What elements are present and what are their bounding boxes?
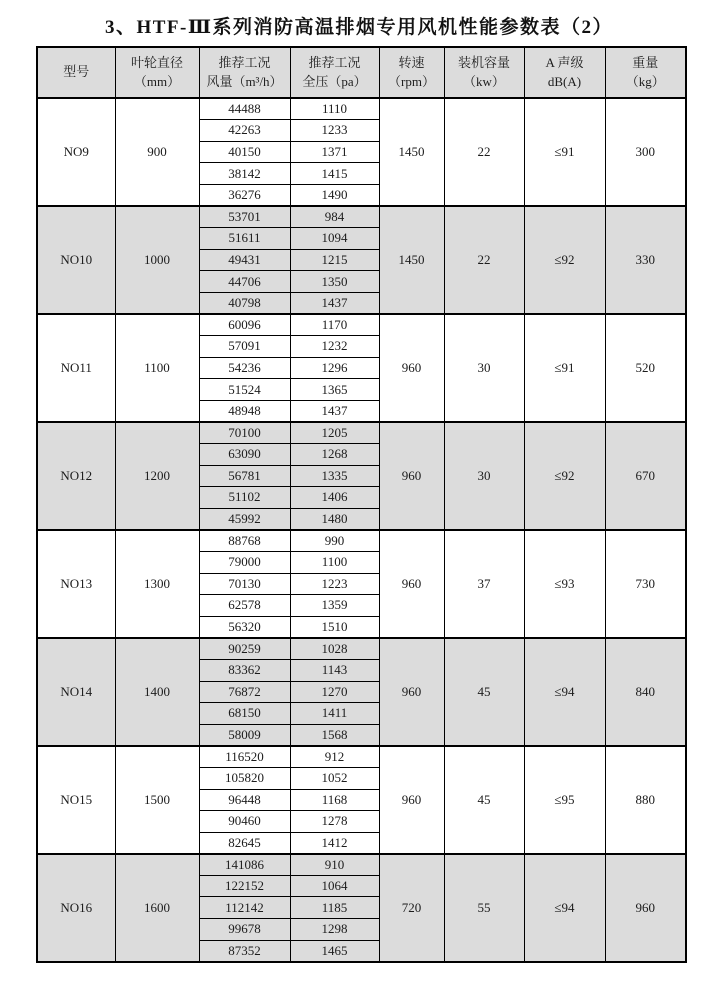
- noise-cell: ≤91: [524, 314, 605, 422]
- power-cell: 30: [444, 422, 524, 530]
- header-noise: A 声级 dB(A): [524, 47, 605, 98]
- pressure-cell: 1510: [290, 616, 379, 638]
- airflow-cell: 99678: [199, 919, 290, 941]
- pressure-cell: 1490: [290, 184, 379, 206]
- airflow-cell: 42263: [199, 120, 290, 142]
- power-cell: 45: [444, 746, 524, 854]
- page-title: 3、HTF-Ⅲ系列消防高温排烟专用风机性能参数表（2）: [104, 17, 614, 38]
- weight-cell: 670: [605, 422, 686, 530]
- diameter-cell: 1000: [115, 206, 199, 314]
- pressure-cell: 1278: [290, 811, 379, 833]
- noise-cell: ≤92: [524, 206, 605, 314]
- airflow-cell: 105820: [199, 767, 290, 789]
- model-cell: NO13: [37, 530, 115, 638]
- airflow-cell: 44706: [199, 271, 290, 293]
- header-airflow: 推荐工况 风量（m³/h）: [199, 47, 290, 98]
- header-diameter: 叶轮直径 （mm）: [115, 47, 199, 98]
- rpm-cell: 960: [379, 638, 444, 746]
- diameter-cell: 900: [115, 98, 199, 206]
- table-row: [37, 422, 686, 444]
- airflow-cell: 96448: [199, 789, 290, 811]
- pressure-cell: 990: [290, 530, 379, 552]
- pressure-cell: 1335: [290, 465, 379, 487]
- airflow-cell: 87352: [199, 940, 290, 962]
- airflow-cell: 38142: [199, 163, 290, 185]
- diameter-cell: 1500: [115, 746, 199, 854]
- model-cell: NO12: [37, 422, 115, 530]
- pressure-cell: 1215: [290, 249, 379, 271]
- pressure-cell: 1232: [290, 336, 379, 358]
- airflow-cell: 79000: [199, 551, 290, 573]
- pressure-cell: 1568: [290, 724, 379, 746]
- pressure-cell: 1110: [290, 98, 379, 120]
- pressure-cell: 1437: [290, 292, 379, 314]
- airflow-cell: 76872: [199, 681, 290, 703]
- rpm-cell: 720: [379, 854, 444, 962]
- power-cell: 45: [444, 638, 524, 746]
- pressure-cell: 1296: [290, 357, 379, 379]
- header-weight: 重量 （kg）: [605, 47, 686, 98]
- table-row: [37, 206, 686, 228]
- model-cell: NO14: [37, 638, 115, 746]
- noise-cell: ≤93: [524, 530, 605, 638]
- pressure-cell: 1406: [290, 487, 379, 509]
- pressure-cell: 1233: [290, 120, 379, 142]
- noise-cell: ≤94: [524, 854, 605, 962]
- airflow-cell: 36276: [199, 184, 290, 206]
- airflow-cell: 40798: [199, 292, 290, 314]
- airflow-cell: 116520: [199, 746, 290, 768]
- pressure-cell: 984: [290, 206, 379, 228]
- airflow-cell: 112142: [199, 897, 290, 919]
- airflow-cell: 45992: [199, 508, 290, 530]
- airflow-cell: 57091: [199, 336, 290, 358]
- rpm-cell: 1450: [379, 98, 444, 206]
- pressure-cell: 1185: [290, 897, 379, 919]
- pressure-cell: 1143: [290, 659, 379, 681]
- airflow-cell: 90460: [199, 811, 290, 833]
- model-cell: NO11: [37, 314, 115, 422]
- airflow-cell: 54236: [199, 357, 290, 379]
- airflow-cell: 70130: [199, 573, 290, 595]
- rpm-cell: 1450: [379, 206, 444, 314]
- power-cell: 22: [444, 206, 524, 314]
- weight-cell: 300: [605, 98, 686, 206]
- pressure-cell: 1094: [290, 228, 379, 250]
- airflow-cell: 56781: [199, 465, 290, 487]
- pressure-cell: 1350: [290, 271, 379, 293]
- airflow-cell: 60096: [199, 314, 290, 336]
- table-row: [37, 854, 686, 876]
- noise-cell: ≤91: [524, 98, 605, 206]
- diameter-cell: 1300: [115, 530, 199, 638]
- header-model: [37, 47, 115, 98]
- airflow-cell: 53701: [199, 206, 290, 228]
- weight-cell: 330: [605, 206, 686, 314]
- rpm-cell: 960: [379, 314, 444, 422]
- airflow-cell: 44488: [199, 98, 290, 120]
- airflow-cell: 83362: [199, 659, 290, 681]
- pressure-cell: 1371: [290, 141, 379, 163]
- airflow-cell: 82645: [199, 832, 290, 854]
- model-cell: NO10: [37, 206, 115, 314]
- airflow-cell: 88768: [199, 530, 290, 552]
- airflow-cell: 62578: [199, 595, 290, 617]
- noise-cell: ≤94: [524, 638, 605, 746]
- pressure-cell: 1168: [290, 789, 379, 811]
- weight-cell: 960: [605, 854, 686, 962]
- power-cell: 55: [444, 854, 524, 962]
- diameter-cell: 1400: [115, 638, 199, 746]
- rpm-cell: 960: [379, 746, 444, 854]
- model-cell: NO9: [37, 98, 115, 206]
- airflow-cell: 49431: [199, 249, 290, 271]
- pressure-cell: 1412: [290, 832, 379, 854]
- pressure-cell: 1223: [290, 573, 379, 595]
- pressure-cell: 1205: [290, 422, 379, 444]
- pressure-cell: 910: [290, 854, 379, 876]
- airflow-cell: 70100: [199, 422, 290, 444]
- pressure-cell: 1100: [290, 551, 379, 573]
- power-cell: 22: [444, 98, 524, 206]
- noise-cell: ≤92: [524, 422, 605, 530]
- pressure-cell: 1365: [290, 379, 379, 401]
- pressure-cell: 1268: [290, 444, 379, 466]
- model-cell: NO15: [37, 746, 115, 854]
- pressure-cell: 1411: [290, 703, 379, 725]
- header-power: 装机容量 （kw）: [444, 47, 524, 98]
- diameter-cell: 1600: [115, 854, 199, 962]
- table-row: [37, 314, 686, 336]
- pressure-cell: 1359: [290, 595, 379, 617]
- pressure-cell: 1298: [290, 919, 379, 941]
- rpm-cell: 960: [379, 530, 444, 638]
- pressure-cell: 1437: [290, 400, 379, 422]
- diameter-cell: 1200: [115, 422, 199, 530]
- pressure-cell: 1052: [290, 767, 379, 789]
- pressure-cell: 912: [290, 746, 379, 768]
- diameter-cell: 1100: [115, 314, 199, 422]
- pressure-cell: 1170: [290, 314, 379, 336]
- table-header: [37, 47, 686, 98]
- weight-cell: 840: [605, 638, 686, 746]
- weight-cell: 730: [605, 530, 686, 638]
- header-model-label: 型号: [63, 64, 90, 80]
- airflow-cell: 90259: [199, 638, 290, 660]
- table-row: [37, 530, 686, 552]
- table-row: [37, 746, 686, 768]
- pressure-cell: 1028: [290, 638, 379, 660]
- fan-spec-table: [36, 46, 687, 963]
- airflow-cell: 51611: [199, 228, 290, 250]
- table-body: [37, 98, 686, 962]
- airflow-cell: 141086: [199, 854, 290, 876]
- noise-cell: ≤95: [524, 746, 605, 854]
- pressure-cell: 1270: [290, 681, 379, 703]
- table-row: [37, 638, 686, 660]
- power-cell: 30: [444, 314, 524, 422]
- pressure-cell: 1415: [290, 163, 379, 185]
- airflow-cell: 68150: [199, 703, 290, 725]
- airflow-cell: 63090: [199, 444, 290, 466]
- weight-cell: 880: [605, 746, 686, 854]
- power-cell: 37: [444, 530, 524, 638]
- pressure-cell: 1480: [290, 508, 379, 530]
- header-rpm: 转速 （rpm）: [379, 47, 444, 98]
- model-cell: NO16: [37, 854, 115, 962]
- airflow-cell: 48948: [199, 400, 290, 422]
- airflow-cell: 51102: [199, 487, 290, 509]
- table-row: [37, 98, 686, 120]
- rpm-cell: 960: [379, 422, 444, 530]
- airflow-cell: 56320: [199, 616, 290, 638]
- pressure-cell: 1064: [290, 875, 379, 897]
- header-pressure: 推荐工况 全压（pa）: [290, 47, 379, 98]
- airflow-cell: 40150: [199, 141, 290, 163]
- airflow-cell: 58009: [199, 724, 290, 746]
- airflow-cell: 51524: [199, 379, 290, 401]
- weight-cell: 520: [605, 314, 686, 422]
- airflow-cell: 122152: [199, 875, 290, 897]
- pressure-cell: 1465: [290, 940, 379, 962]
